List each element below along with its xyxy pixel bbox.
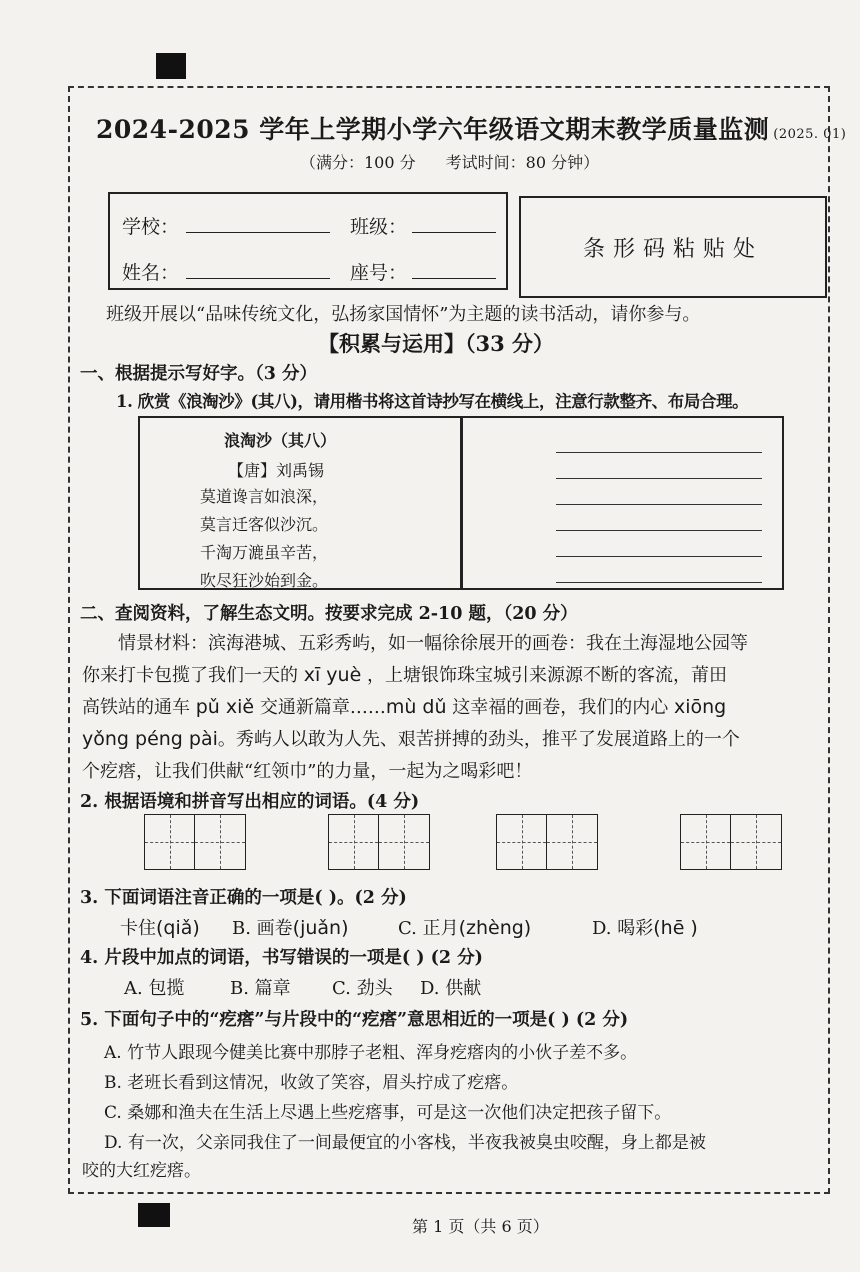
school-label: 学校： [122,216,180,238]
q3-question: 3. 下面词语注音正确的一项是( )。(2 分) [80,888,407,908]
q5-option-a[interactable]: A. 竹节人跟现今健美比赛中那脖子老粗、浑身疙瘩肉的小伙子差不多。 [104,1043,638,1063]
poem-author: 【唐】刘禹锡 [228,461,325,480]
q3-option-d[interactable]: D. 喝彩(hē ) [592,917,698,939]
exam-date: (2025. 01) [773,127,847,142]
pinyin-1: xī yuè [303,664,362,686]
poem-line: 莫言迁客似沙沉。 [200,515,329,534]
writing-line[interactable] [556,556,762,557]
writing-line[interactable] [556,452,762,453]
q5-option-c[interactable]: C. 桑娜和渔夫在生活上尽遇上些疙瘩事，可是这一次他们决定把孩子留下。 [104,1103,672,1123]
poem-line: 吹尽狂沙始到金。 [200,571,329,590]
answer-grid-1[interactable] [144,814,246,870]
pinyin-4-cont: yǒng péng pài [82,728,218,750]
pinyin-2: pǔ xiě [195,696,255,718]
exam-title: 2024-2025 学年上学期小学六年级语文期末教学质量监测 (2025. 01) [96,115,847,144]
seat-field[interactable] [412,278,496,279]
registration-mark-bottom [138,1203,170,1227]
q4-option-a[interactable]: A. 包揽 [124,978,185,999]
q3-option-c[interactable]: C. 正月(zhèng) [398,917,532,939]
q1-heading: 一、根据提示写好字。（3 分） [80,364,318,384]
q3-option-a[interactable]: 卡住(qiǎ) [120,917,200,939]
page-number: 第 1 页（共 6 页） [412,1217,549,1236]
section2-heading: 二、查阅资料，了解生态文明。按要求完成 2-10 题，（20 分） [80,604,578,624]
pinyin-4: xiōng [673,696,727,718]
q5-question: 5. 下面句子中的“疙瘩”与片段中的“疙瘩”意思相近的一项是( ) (2 分) [80,1010,629,1030]
name-label: 姓名： [122,262,180,284]
writing-line[interactable] [556,478,762,479]
q5-option-d[interactable]: D. 有一次，父亲同我住了一间最便宜的小客栈，半夜我被臭虫咬醒，身上都是被 [104,1133,706,1153]
q4-option-b[interactable]: B. 篇章 [230,978,291,999]
q2-question: 2. 根据语境和拼音写出相应的词语。(4 分) [80,792,420,812]
duration: 考试时间：80 分钟） [445,153,600,172]
q3-option-b[interactable]: B. 画卷(juǎn) [232,917,349,939]
q4-question: 4. 片段中加点的词语，书写错误的一项是( ) (2 分) [80,948,483,968]
school-field[interactable] [186,232,330,233]
writing-line[interactable] [556,530,762,531]
barcode-label: 条形码粘贴处 [582,236,763,262]
q5-option-d-cont: 咬的大红疙瘩。 [82,1161,201,1181]
name-field[interactable] [186,278,330,279]
answer-grid-3[interactable] [496,814,598,870]
seat-label: 座号： [350,262,408,284]
writing-line[interactable] [556,504,762,505]
class-field[interactable] [412,232,496,233]
material-line: 你来打卡包揽了我们一天的 xī yuè ，上塘银饰珠宝城引来源源不断的客流，莆田 [82,664,728,686]
registration-mark-top [156,53,186,79]
section-heading: 【积累与运用】（33 分） [318,331,555,356]
poem-line: 莫道谗言如浪深， [200,487,329,506]
barcode-area [519,196,827,298]
poem-title: 浪淘沙（其八） [224,431,337,450]
material-line: yǒng péng pài。秀屿人以敢为人先、艰苦拼搏的劲头，推平了发展道路上的一个 [82,728,740,750]
material-line: 个疙瘩，让我们供献“红领巾”的力量，一起为之喝彩吧！ [82,761,533,782]
material-line: 情景材料：滨海港城、五彩秀屿，如一幅徐徐展开的画卷：我在土海湿地公园等 [118,633,748,654]
q1-instruction: 1. 欣赏《浪淘沙》(其八)，请用楷书将这首诗抄写在横线上，注意行款整齐、布局合理。 [116,392,749,411]
exam-meta [300,150,599,173]
answer-grid-2[interactable] [328,814,430,870]
student-info-box [108,192,508,290]
intro-text: 班级开展以“品味传统文化，弘扬家国情怀”为主题的读书活动，请你参与。 [106,304,701,325]
q4-option-d[interactable]: D. 供献 [420,978,482,999]
poem-divider [460,416,463,590]
q4-option-c[interactable]: C. 劲头 [332,978,393,999]
full-score: （满分：100 分 [300,153,416,172]
material-line: 高铁站的通车 pǔ xiě 交通新篇章……mù dǔ 这幸福的画卷，我们的内心 xiōng [82,696,727,718]
q5-option-b[interactable]: B. 老班长看到这情况，收敛了笑容，眉头拧成了疙瘩。 [104,1073,519,1093]
writing-line[interactable] [556,582,762,583]
pinyin-3: mù dǔ [385,696,447,718]
poem-line: 千淘万漉虽辛苦， [200,543,329,562]
class-label: 班级： [350,216,408,238]
answer-grid-4[interactable] [680,814,782,870]
